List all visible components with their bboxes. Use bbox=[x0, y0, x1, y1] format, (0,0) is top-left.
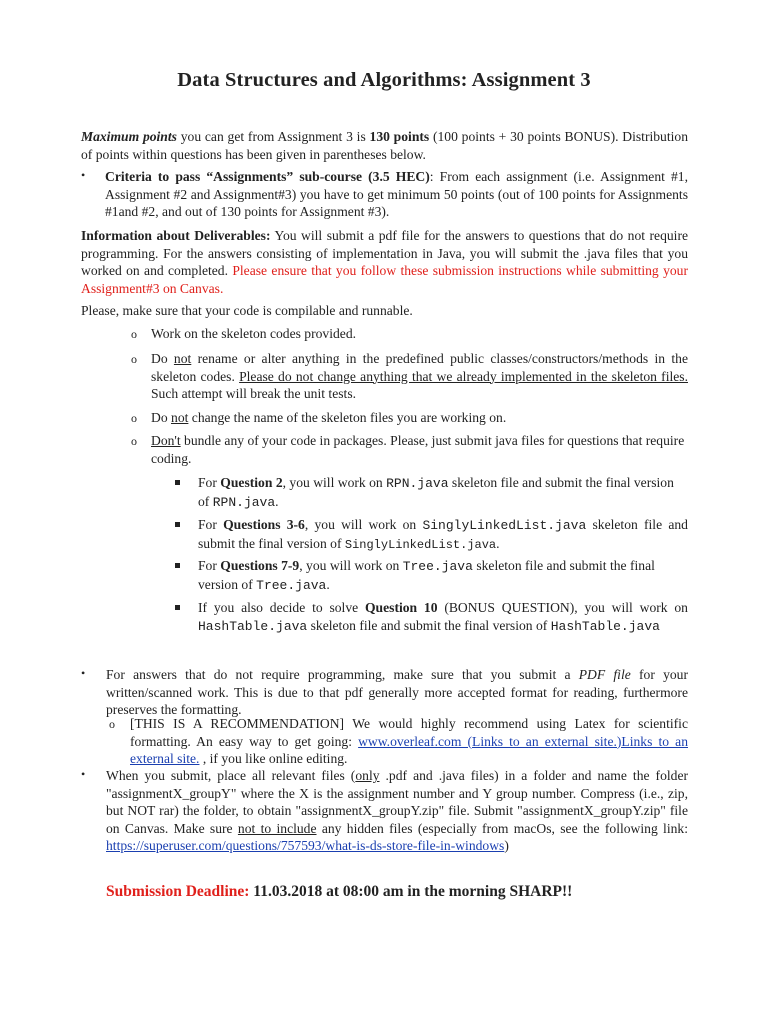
questions-7-9-item bbox=[198, 557, 688, 594]
q79-label: Questions 7-9 bbox=[220, 558, 300, 573]
q36-text-d: skeleton file and submit the final version of bbox=[198, 517, 688, 551]
submit-text-d: ) bbox=[504, 838, 509, 854]
submit-only-emphasis: only bbox=[355, 768, 380, 783]
submit-text-a: When you submit, place all relevant files ( bbox=[106, 768, 356, 783]
sub-bullet-marker: o bbox=[109, 717, 115, 731]
square-bullet-icon bbox=[175, 605, 180, 610]
q79-text-a: For bbox=[198, 558, 221, 573]
question-10-item bbox=[198, 599, 688, 635]
latex-recommendation bbox=[130, 715, 688, 768]
questions-3-6-item bbox=[198, 516, 688, 554]
q10-text-d: skeleton file and submit the final version of bbox=[307, 617, 551, 633]
criteria-label: Criteria to pass “Assignments” sub-course (3.5 HEC) bbox=[105, 169, 430, 184]
filename-text-b: change the name of the skeleton files you are working on. bbox=[188, 410, 507, 425]
q2-label: Question 2 bbox=[220, 475, 283, 490]
latex-text-a: [THIS IS A RECOMMENDATION] We would highly recommend using Latex for scientific formatting. An easy way to get going: bbox=[130, 716, 688, 749]
deliverables-paragraph bbox=[81, 227, 688, 297]
q10-label: Question 10 bbox=[364, 600, 438, 615]
max-points-text: you can get from Assignment 3 is bbox=[176, 129, 370, 144]
pdf-text-b: for your written/scanned work. This is due to that pdf generally more accepted format for reading, furthermore preserves the formatting. bbox=[106, 667, 688, 718]
sub-bullet-marker: o bbox=[131, 352, 137, 366]
q79-text-d: skeleton file and submit the final version of bbox=[198, 558, 655, 592]
q79-text-c: , you will work on bbox=[299, 558, 403, 573]
q2-text-e: . bbox=[275, 493, 279, 509]
criteria-paragraph bbox=[105, 168, 688, 221]
max-points-paragraph bbox=[81, 128, 688, 163]
q10-text-a: If you also decide to solve bbox=[198, 600, 365, 615]
filename-emphasis: not bbox=[171, 410, 189, 425]
no-rename-note bbox=[151, 350, 688, 403]
filename-note bbox=[151, 409, 688, 427]
packages-emphasis: Don't bbox=[151, 433, 181, 448]
square-bullet-icon bbox=[175, 563, 180, 568]
q79-file-final: Tree.java bbox=[256, 577, 327, 593]
max-points-label: Maximum points bbox=[81, 129, 177, 144]
question-2-item bbox=[198, 474, 688, 511]
packages-text: bundle any of your code in packages. Please, just submit java files for questions that require coding. bbox=[151, 433, 685, 466]
q10-text-c: (BONUS QUESTION), you will work on bbox=[437, 600, 688, 615]
q36-file-final: SinglyLinkedList.java bbox=[344, 537, 497, 552]
q2-text-d: skeleton file and submit the final version of bbox=[198, 475, 674, 509]
deadline-date: 11.03.2018 at 08:00 am in the morning SHARP!! bbox=[249, 883, 573, 900]
total-points: 130 points bbox=[369, 129, 430, 144]
compilable-note: Please, make sure that your code is compilable and runnable. bbox=[81, 303, 413, 318]
deliverables-label: Information about Deliverables: bbox=[81, 228, 271, 243]
packages-note bbox=[151, 432, 688, 467]
criteria-text: : From each assignment (i.e. Assignment #1, Assignment #2 and Assignment#3) you have to get minimum 50 points (out of 100 points for Assignments #1and #2, and out of 130 points for Assignment #3). bbox=[105, 169, 689, 220]
q36-text-a: For bbox=[198, 517, 224, 532]
submission-warning: Please ensure that you follow these submission instructions while submitting your Assignment#3 on Canvas. bbox=[81, 263, 688, 296]
q2-file: RPN.java bbox=[386, 476, 449, 491]
document-title: Data Structures and Algorithms: Assignment 3 bbox=[177, 69, 591, 91]
q79-file: Tree.java bbox=[402, 559, 473, 574]
square-bullet-icon bbox=[175, 480, 180, 485]
q2-file-final: RPN.java bbox=[212, 494, 276, 510]
no-rename-text-a: Do bbox=[151, 351, 174, 366]
overleaf-link[interactable]: www.overleaf.com (Links to an external site.)Links to an external site. bbox=[130, 733, 688, 767]
no-change-warning: Please do not change anything that we already implemented in the skeleton files. bbox=[239, 368, 688, 384]
q79-text-e: . bbox=[326, 576, 330, 592]
submit-text-c: any hidden files (especially from macOs, see the following link: bbox=[316, 820, 688, 836]
q36-label: Questions 3-6 bbox=[223, 517, 305, 532]
pdf-text-a: For answers that do not require programming, make sure that you submit a bbox=[106, 667, 579, 682]
q2-text-a: For bbox=[198, 475, 221, 490]
bullet-marker: • bbox=[81, 666, 86, 680]
q2-text-c: , you will work on bbox=[282, 475, 387, 490]
q10-file: HashTable.java bbox=[198, 618, 308, 634]
sub-bullet-marker: o bbox=[131, 434, 137, 448]
no-rename-text-c: Such attempt will break the unit tests. bbox=[151, 386, 357, 402]
no-rename-text-b: rename or alter anything in the predefined public classes/constructors/methods in the skeleton codes. bbox=[151, 351, 688, 384]
sub-bullet-marker: o bbox=[131, 411, 137, 425]
square-bullet-icon bbox=[175, 522, 180, 527]
superuser-link[interactable]: https://superuser.com/questions/757593/what-is-ds-store-file-in-windows bbox=[106, 838, 505, 854]
bullet-marker: • bbox=[81, 168, 86, 182]
points-distribution-text: (100 points + 30 points BONUS). Distribution of points within questions has been given in parentheses below. bbox=[81, 129, 688, 162]
pdf-file-emphasis: PDF file bbox=[578, 667, 631, 682]
pdf-answers-paragraph bbox=[106, 666, 688, 719]
deliverables-text: You will submit a pdf file for the answers to questions that do not require programming. For the answers consisting of implementation in Java, you will submit the .java files that you worked on and completed. bbox=[81, 228, 689, 279]
q36-text-e: . bbox=[496, 535, 500, 551]
submit-text-b: .pdf and .java files) in a folder and name the folder "assignmentX_groupY" where the X is the assignment number and Y group number. Compress (i.e., zip, but NOT rar) the folder, to obtain "assignmentX_groupY.zip" file. Submit "assignmentX_groupY.zip" file on Canvas. Make sure bbox=[106, 768, 688, 836]
q36-text-c: , you will work on bbox=[304, 517, 423, 532]
submission-deadline bbox=[106, 883, 572, 901]
deadline-label: Submission Deadline: bbox=[106, 883, 250, 900]
latex-text-b: , if you like online editing. bbox=[199, 751, 348, 767]
filename-text-a: Do bbox=[151, 410, 172, 425]
q36-file: SinglyLinkedList.java bbox=[422, 518, 587, 533]
submit-not-include-emphasis: not to include bbox=[237, 820, 317, 836]
bullet-marker: • bbox=[81, 767, 86, 781]
q10-file-final: HashTable.java bbox=[550, 618, 660, 634]
skeleton-note: Work on the skeleton codes provided. bbox=[151, 326, 357, 341]
submission-instructions bbox=[106, 767, 688, 855]
no-rename-emphasis: not bbox=[173, 351, 192, 366]
sub-bullet-marker: o bbox=[131, 327, 137, 341]
